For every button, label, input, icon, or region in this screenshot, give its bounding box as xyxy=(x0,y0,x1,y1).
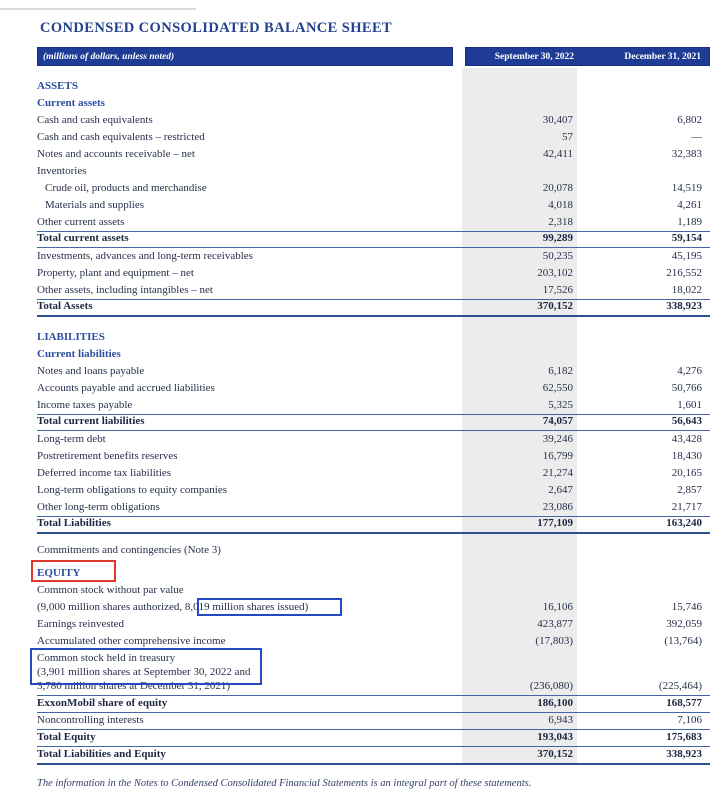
row-label: Other assets, including intangibles – net xyxy=(37,284,213,296)
table-row xyxy=(37,397,710,414)
row-label: 3,780 million shares at December 31, 2021) xyxy=(37,680,231,692)
value-dec-2021 xyxy=(577,665,710,667)
table-row xyxy=(37,747,710,765)
table-row xyxy=(37,146,710,163)
row-label: Materials and supplies xyxy=(45,199,144,211)
column-header-bar xyxy=(465,47,710,66)
table-row xyxy=(37,112,710,129)
row-label: Earnings reinvested xyxy=(37,618,125,630)
table-row xyxy=(37,667,710,681)
value-dec-2021: 2,857 xyxy=(677,484,702,496)
page-title: CONDENSED CONSOLIDATED BALANCE SHEET xyxy=(40,20,393,36)
value-dec-2021 xyxy=(577,597,710,599)
value-sep-2022: 74,057 xyxy=(542,415,573,427)
value-sep-2022 xyxy=(462,93,577,95)
value-sep-2022 xyxy=(462,361,577,363)
value-sep-2022: (17,803) xyxy=(535,635,573,647)
row-label: Investments, advances and long-term receivables xyxy=(37,250,253,262)
value-sep-2022: 23,086 xyxy=(542,501,573,513)
value-dec-2021: 163,240 xyxy=(666,517,702,529)
table-row xyxy=(37,696,710,713)
units-header-bar xyxy=(37,47,453,66)
balance-sheet-table xyxy=(37,78,710,765)
row-label: Total current liabilities xyxy=(37,415,145,427)
table-row xyxy=(37,448,710,465)
row-label: Total Assets xyxy=(37,300,93,312)
table-row xyxy=(37,499,710,516)
value-dec-2021: 18,022 xyxy=(671,284,702,296)
row-label: Accounts payable and accrued liabilities xyxy=(37,382,215,394)
value-dec-2021 xyxy=(577,178,710,180)
value-sep-2022 xyxy=(462,557,577,559)
row-label: Long-term obligations to equity companies xyxy=(37,484,228,496)
value-sep-2022: (236,080) xyxy=(529,680,573,692)
table-row xyxy=(37,730,710,747)
value-dec-2021: 4,261 xyxy=(677,199,702,211)
row-label: Cash and cash equivalents xyxy=(37,114,153,126)
row-label: Total Liabilities and Equity xyxy=(37,748,166,760)
table-row xyxy=(37,129,710,146)
value-sep-2022 xyxy=(462,344,577,346)
table-row xyxy=(37,282,710,299)
value-dec-2021 xyxy=(577,93,710,95)
value-dec-2021: 175,683 xyxy=(666,731,702,743)
value-dec-2021: 6,802 xyxy=(677,114,702,126)
table-row xyxy=(37,414,710,431)
table-row xyxy=(37,713,710,730)
value-sep-2022: 99,289 xyxy=(542,232,573,244)
table-row xyxy=(37,681,710,696)
table-row xyxy=(37,197,710,214)
value-sep-2022: 42,411 xyxy=(543,148,573,160)
value-sep-2022: 16,799 xyxy=(542,450,573,462)
table-row xyxy=(37,431,710,448)
row-label: Long-term debt xyxy=(37,433,106,445)
value-dec-2021: 43,428 xyxy=(671,433,702,445)
value-sep-2022: 39,246 xyxy=(542,433,573,445)
value-dec-2021: 59,154 xyxy=(671,232,702,244)
table-row xyxy=(37,380,710,397)
row-label: Property, plant and equipment – net xyxy=(37,267,194,279)
value-dec-2021: 338,923 xyxy=(666,300,702,312)
row-label: Cash and cash equivalents – restricted xyxy=(37,131,205,143)
value-sep-2022: 5,325 xyxy=(548,399,573,411)
value-sep-2022 xyxy=(462,178,577,180)
value-sep-2022: 177,109 xyxy=(537,517,573,529)
row-label: (3,901 million shares at September 30, 2022 and xyxy=(37,666,251,678)
value-dec-2021: (13,764) xyxy=(664,635,702,647)
value-dec-2021: 21,717 xyxy=(671,501,702,513)
column-header-sep-2022: September 30, 2022 xyxy=(494,51,574,62)
footer-note: The information in the Notes to Condensed Consolidated Financial Statements is an integral part of these statements. xyxy=(37,778,532,789)
table-row xyxy=(37,516,710,534)
spacer-row xyxy=(37,534,710,542)
table-row xyxy=(37,565,710,582)
value-sep-2022: 6,943 xyxy=(548,714,573,726)
table-row xyxy=(37,465,710,482)
scan-edge-artifact xyxy=(0,8,196,10)
row-label: ExxonMobil share of equity xyxy=(37,697,168,709)
table-row xyxy=(37,482,710,499)
row-label: Current liabilities xyxy=(37,348,121,360)
row-label: Accumulated other comprehensive income xyxy=(37,635,226,647)
table-row xyxy=(37,633,710,650)
table-row xyxy=(37,95,710,112)
value-dec-2021: 392,059 xyxy=(666,618,702,630)
value-sep-2022: 370,152 xyxy=(537,748,573,760)
value-sep-2022: 50,235 xyxy=(542,250,573,262)
value-sep-2022: 370,152 xyxy=(537,300,573,312)
value-dec-2021: 15,746 xyxy=(671,601,702,613)
value-sep-2022: 16,106 xyxy=(542,601,573,613)
row-label: LIABILITIES xyxy=(37,331,105,343)
row-label: Other current assets xyxy=(37,216,125,228)
value-sep-2022: 30,407 xyxy=(542,114,573,126)
value-sep-2022: 62,550 xyxy=(542,382,573,394)
value-dec-2021: (225,464) xyxy=(658,680,702,692)
table-row xyxy=(37,231,710,248)
value-sep-2022: 2,318 xyxy=(548,216,573,228)
table-row xyxy=(37,180,710,197)
table-row xyxy=(37,78,710,95)
row-label: Total Liabilities xyxy=(37,517,111,529)
value-sep-2022: 57 xyxy=(562,131,573,143)
value-dec-2021: 45,195 xyxy=(671,250,702,262)
value-sep-2022: 21,274 xyxy=(542,467,573,479)
value-dec-2021: 32,383 xyxy=(671,148,702,160)
table-row xyxy=(37,265,710,282)
table-row xyxy=(37,599,710,616)
value-sep-2022: 20,078 xyxy=(542,182,573,194)
value-dec-2021: 168,577 xyxy=(666,697,702,709)
row-label: Notes and loans payable xyxy=(37,365,145,377)
column-header-dec-2021: December 31, 2021 xyxy=(624,51,701,62)
row-label: Deferred income tax liabilities xyxy=(37,467,172,479)
value-sep-2022: 2,647 xyxy=(548,484,573,496)
value-dec-2021 xyxy=(577,110,710,112)
value-sep-2022: 6,182 xyxy=(548,365,573,377)
table-row xyxy=(37,329,710,346)
row-label: Inventories xyxy=(37,165,87,177)
spacer-row xyxy=(37,317,710,329)
row-label: Common stock without par value xyxy=(37,584,184,596)
table-row xyxy=(37,363,710,380)
value-sep-2022: 203,102 xyxy=(537,267,573,279)
row-label: Total Equity xyxy=(37,731,96,743)
value-dec-2021: 14,519 xyxy=(671,182,702,194)
table-row xyxy=(37,214,710,231)
value-sep-2022: 423,877 xyxy=(537,618,573,630)
table-row xyxy=(37,299,710,317)
table-row xyxy=(37,163,710,180)
value-dec-2021 xyxy=(577,361,710,363)
value-dec-2021: 216,552 xyxy=(666,267,702,279)
row-label: Postretirement benefits reserves xyxy=(37,450,178,462)
value-dec-2021: 18,430 xyxy=(671,450,702,462)
value-dec-2021: 338,923 xyxy=(666,748,702,760)
value-sep-2022 xyxy=(462,110,577,112)
value-dec-2021: 7,106 xyxy=(677,714,702,726)
value-sep-2022 xyxy=(462,665,577,667)
table-row xyxy=(37,542,710,559)
value-dec-2021: 56,643 xyxy=(671,415,702,427)
value-dec-2021: 50,766 xyxy=(671,382,702,394)
value-dec-2021: 20,165 xyxy=(671,467,702,479)
value-sep-2022: 193,043 xyxy=(537,731,573,743)
table-row xyxy=(37,582,710,599)
value-dec-2021 xyxy=(577,344,710,346)
units-label: (millions of dollars, unless noted) xyxy=(43,51,175,62)
row-label: Notes and accounts receivable – net xyxy=(37,148,195,160)
value-dec-2021: 4,276 xyxy=(677,365,702,377)
row-label: Income taxes payable xyxy=(37,399,133,411)
value-dec-2021: 1,601 xyxy=(677,399,702,411)
table-row xyxy=(37,346,710,363)
row-label: Other long-term obligations xyxy=(37,501,160,513)
row-label: (9,000 million shares authorized, 8,019 million shares issued) xyxy=(37,601,309,613)
row-label: Total current assets xyxy=(37,232,129,244)
row-label: Common stock held in treasury xyxy=(37,652,176,664)
value-sep-2022: 186,100 xyxy=(537,697,573,709)
value-sep-2022: 4,018 xyxy=(548,199,573,211)
row-label: ASSETS xyxy=(37,80,78,92)
value-sep-2022 xyxy=(462,597,577,599)
value-dec-2021 xyxy=(577,557,710,559)
row-label: Noncontrolling interests xyxy=(37,714,144,726)
table-row xyxy=(37,616,710,633)
row-label: EQUITY xyxy=(37,567,81,579)
value-dec-2021: 1,189 xyxy=(677,216,702,228)
value-dec-2021 xyxy=(577,580,710,582)
table-row xyxy=(37,650,710,667)
value-sep-2022 xyxy=(462,580,577,582)
row-label: Crude oil, products and merchandise xyxy=(45,182,207,194)
value-dec-2021: — xyxy=(691,131,702,143)
row-label: Current assets xyxy=(37,97,105,109)
row-label: Commitments and contingencies (Note 3) xyxy=(37,544,221,556)
value-sep-2022: 17,526 xyxy=(542,284,573,296)
table-row xyxy=(37,248,710,265)
